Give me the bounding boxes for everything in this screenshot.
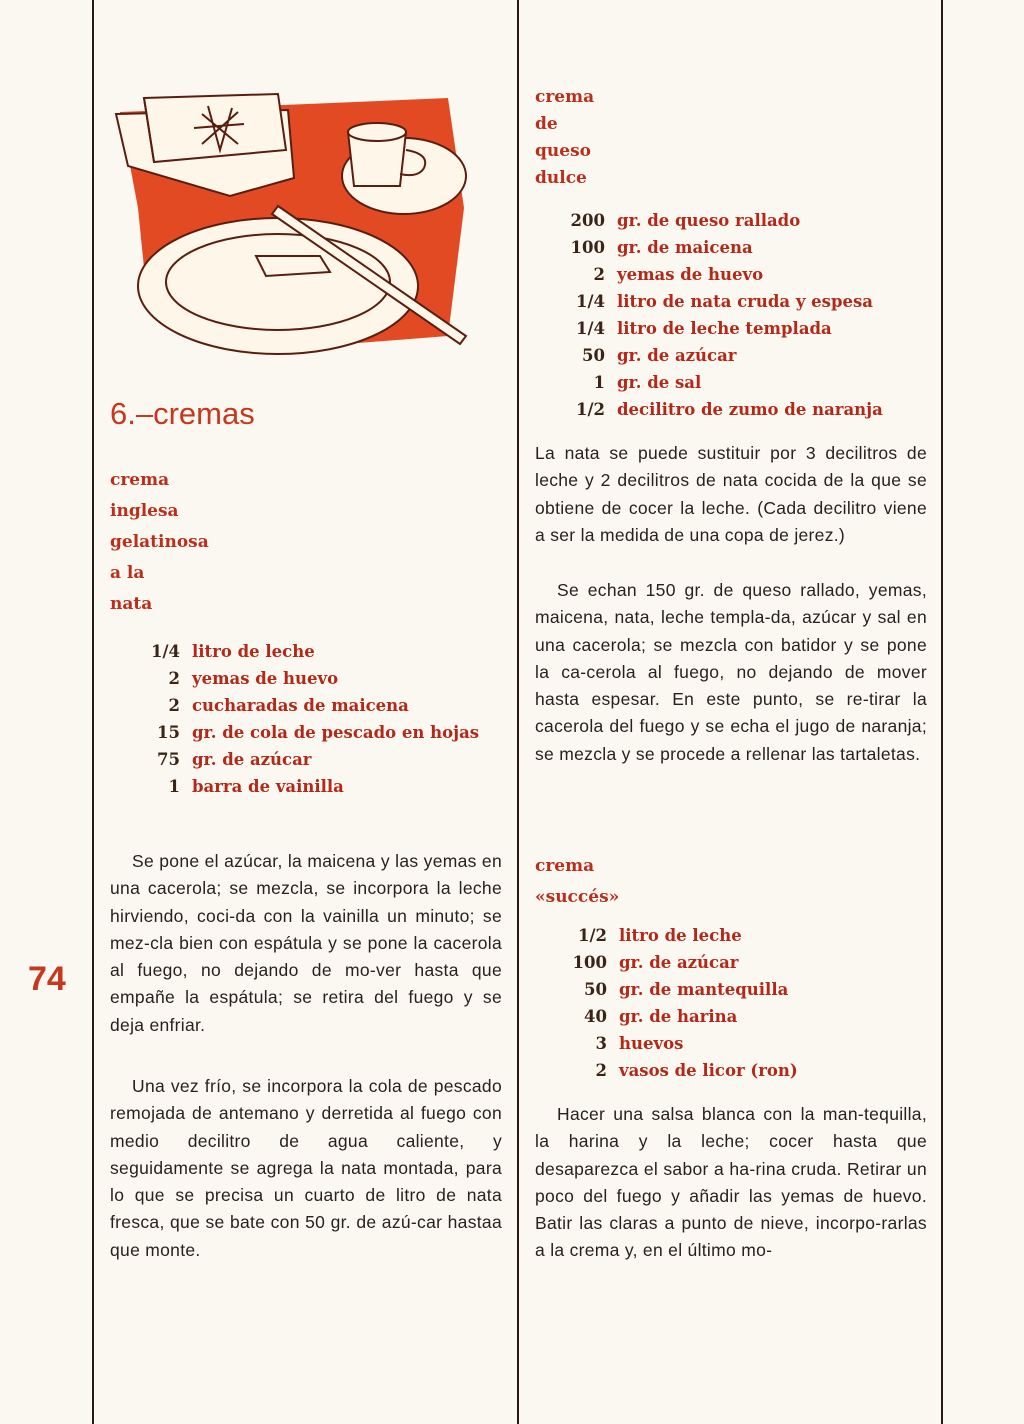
ingredient-text: litro de leche — [619, 926, 742, 945]
recipe-title-line: nata — [110, 594, 153, 614]
ingredient-list-crema-succes — [551, 922, 931, 1084]
ingredient-qty: 1/2 — [578, 926, 607, 945]
ingredient-qty: 1/4 — [576, 292, 605, 311]
recipe-title-line: dulce — [535, 168, 587, 188]
ingredient-text: gr. de queso rallado — [617, 211, 801, 230]
ingredient-text: barra de vainilla — [192, 777, 344, 796]
ingredient-text: huevos — [619, 1034, 684, 1053]
ingredient-text: gr. de harina — [619, 1007, 738, 1026]
recipe-title-line: «succés» — [535, 887, 620, 907]
instruction-paragraph: La nata se puede sustituir por 3 decilitros de leche y 2 decilitros de nata cocida de la que se obtiene de cocer la leche. (Cada decilitro viene a ser la medida de una copa de jerez.) — [535, 443, 927, 545]
ingredient-row — [124, 719, 504, 746]
ingredient-row — [549, 396, 939, 423]
ingredient-qty: 200 — [570, 211, 605, 230]
ingredient-qty: 1/4 — [576, 319, 605, 338]
ingredient-qty: 1/2 — [576, 400, 605, 419]
ingredient-row — [551, 1003, 931, 1030]
ingredient-row — [124, 665, 504, 692]
ingredient-qty: 15 — [157, 723, 180, 742]
recipe-title-line: inglesa — [110, 501, 179, 521]
ingredient-text: litro de nata cruda y espesa — [617, 292, 873, 311]
ingredient-qty: 100 — [572, 953, 607, 972]
ingredient-row — [549, 207, 939, 234]
ingredient-text: litro de leche templada — [617, 319, 832, 338]
ingredient-text: gr. de maicena — [617, 238, 753, 257]
page-number: 74 — [28, 960, 66, 998]
ingredient-row — [549, 288, 939, 315]
recipe-title-crema-succes — [535, 851, 619, 913]
instruction-paragraph: Una vez frío, se incorpora la cola de pescado remojada de antemano y derretida al fuego con medio decilitro de agua caliente, y seguidamente se agrega la nata montada, para lo que se precisa un cuarto de litro de nata fresca, que se bate con 50 gr. de azú-car hastaa que monte. — [110, 1076, 502, 1260]
ingredient-row — [551, 922, 931, 949]
ingredient-row — [551, 1057, 931, 1084]
recipe-title-line: queso — [535, 141, 591, 161]
ingredient-qty: 1/4 — [151, 642, 180, 661]
ingredient-qty: 100 — [570, 238, 605, 257]
ingredient-row — [124, 638, 504, 665]
pastry-cheese-illustration — [108, 88, 468, 358]
ingredient-qty: 50 — [584, 980, 607, 999]
ingredient-qty: 50 — [582, 346, 605, 365]
ingredient-text: decilitro de zumo de naranja — [617, 400, 883, 419]
ingredient-text: gr. de azúcar — [192, 750, 312, 769]
ingredient-row — [124, 692, 504, 719]
instruction-paragraph: Hacer una salsa blanca con la man-tequilla, la harina y la leche; cocer hasta que desaparezca el sabor a ha-rina cruda. Retirar un poco del fuego y añadir las yemas de huevo. Batir las claras a punto de nieve, incorpo-rarlas a la crema y, en el último mo- — [535, 1104, 927, 1261]
recipe-title-crema-inglesa — [110, 465, 209, 620]
ingredient-row — [124, 746, 504, 773]
ingredient-list-crema-inglesa — [124, 638, 504, 800]
ingredient-row — [124, 773, 504, 800]
ingredient-text: cucharadas de maicena — [192, 696, 409, 715]
ingredient-qty: 2 — [168, 696, 180, 715]
ingredient-qty: 75 — [157, 750, 180, 769]
ingredient-row — [549, 315, 939, 342]
instruction-paragraph: Se pone el azúcar, la maicena y las yemas en una cacerola; se mezcla, se incorpora la leche hirviendo, coci-da con la vainilla un minuto; se mez-cla bien con espátula y se pone la cacerola al fuego, no dejando de mo-ver hasta que empañe la espátula; se retira del fuego y se deja enfriar. — [110, 851, 502, 1035]
recipe-title-line: crema — [535, 856, 595, 876]
center-column-rule — [517, 0, 519, 1424]
ingredient-text: gr. de azúcar — [617, 346, 737, 365]
ingredient-qty: 2 — [595, 1061, 607, 1080]
ingredient-text: vasos de licor (ron) — [619, 1061, 798, 1080]
ingredient-text: yemas de huevo — [617, 265, 764, 284]
ingredient-text: gr. de azúcar — [619, 953, 739, 972]
ingredient-qty: 3 — [595, 1034, 607, 1053]
ingredient-qty: 1 — [593, 373, 605, 392]
ingredient-text: yemas de huevo — [192, 669, 339, 688]
ingredient-row — [551, 949, 931, 976]
left-column-rule — [92, 0, 94, 1424]
ingredient-row — [549, 342, 939, 369]
ingredient-row — [549, 261, 939, 288]
recipe-title-line: gelatinosa — [110, 532, 209, 552]
instruction-paragraph: Se echan 150 gr. de queso rallado, yemas, maicena, nata, leche templa-da, azúcar y sal en una cacerola; se mezcla con batidor y se pone la ca-cerola al fuego, no dejando de mover hasta espesar. En este punto, se re-tirar la cacerola del fuego y se echa el jugo de naranja; se mezcla y se procede a rellenar las tartaletas. — [535, 580, 927, 764]
ingredient-text: gr. de sal — [617, 373, 702, 392]
ingredient-qty: 2 — [593, 265, 605, 284]
recipe-title-crema-queso — [535, 84, 594, 192]
recipe-title-line: a la — [110, 563, 145, 583]
recipe-title-line: crema — [535, 87, 595, 107]
section-title: 6.–cremas — [110, 396, 255, 431]
ingredient-qty: 40 — [584, 1007, 607, 1026]
ingredient-row — [549, 234, 939, 261]
ingredient-row — [551, 976, 931, 1003]
ingredient-row — [549, 369, 939, 396]
ingredient-text: litro de leche — [192, 642, 315, 661]
ingredient-row — [551, 1030, 931, 1057]
ingredient-list-crema-queso — [549, 207, 939, 423]
recipe-title-line: crema — [110, 470, 170, 490]
ingredient-text: gr. de mantequilla — [619, 980, 789, 999]
ingredient-qty: 1 — [168, 777, 180, 796]
recipe-title-line: de — [535, 114, 558, 134]
right-column-rule — [941, 0, 943, 1424]
ingredient-qty: 2 — [168, 669, 180, 688]
ingredient-text: gr. de cola de pescado en hojas — [192, 723, 480, 742]
